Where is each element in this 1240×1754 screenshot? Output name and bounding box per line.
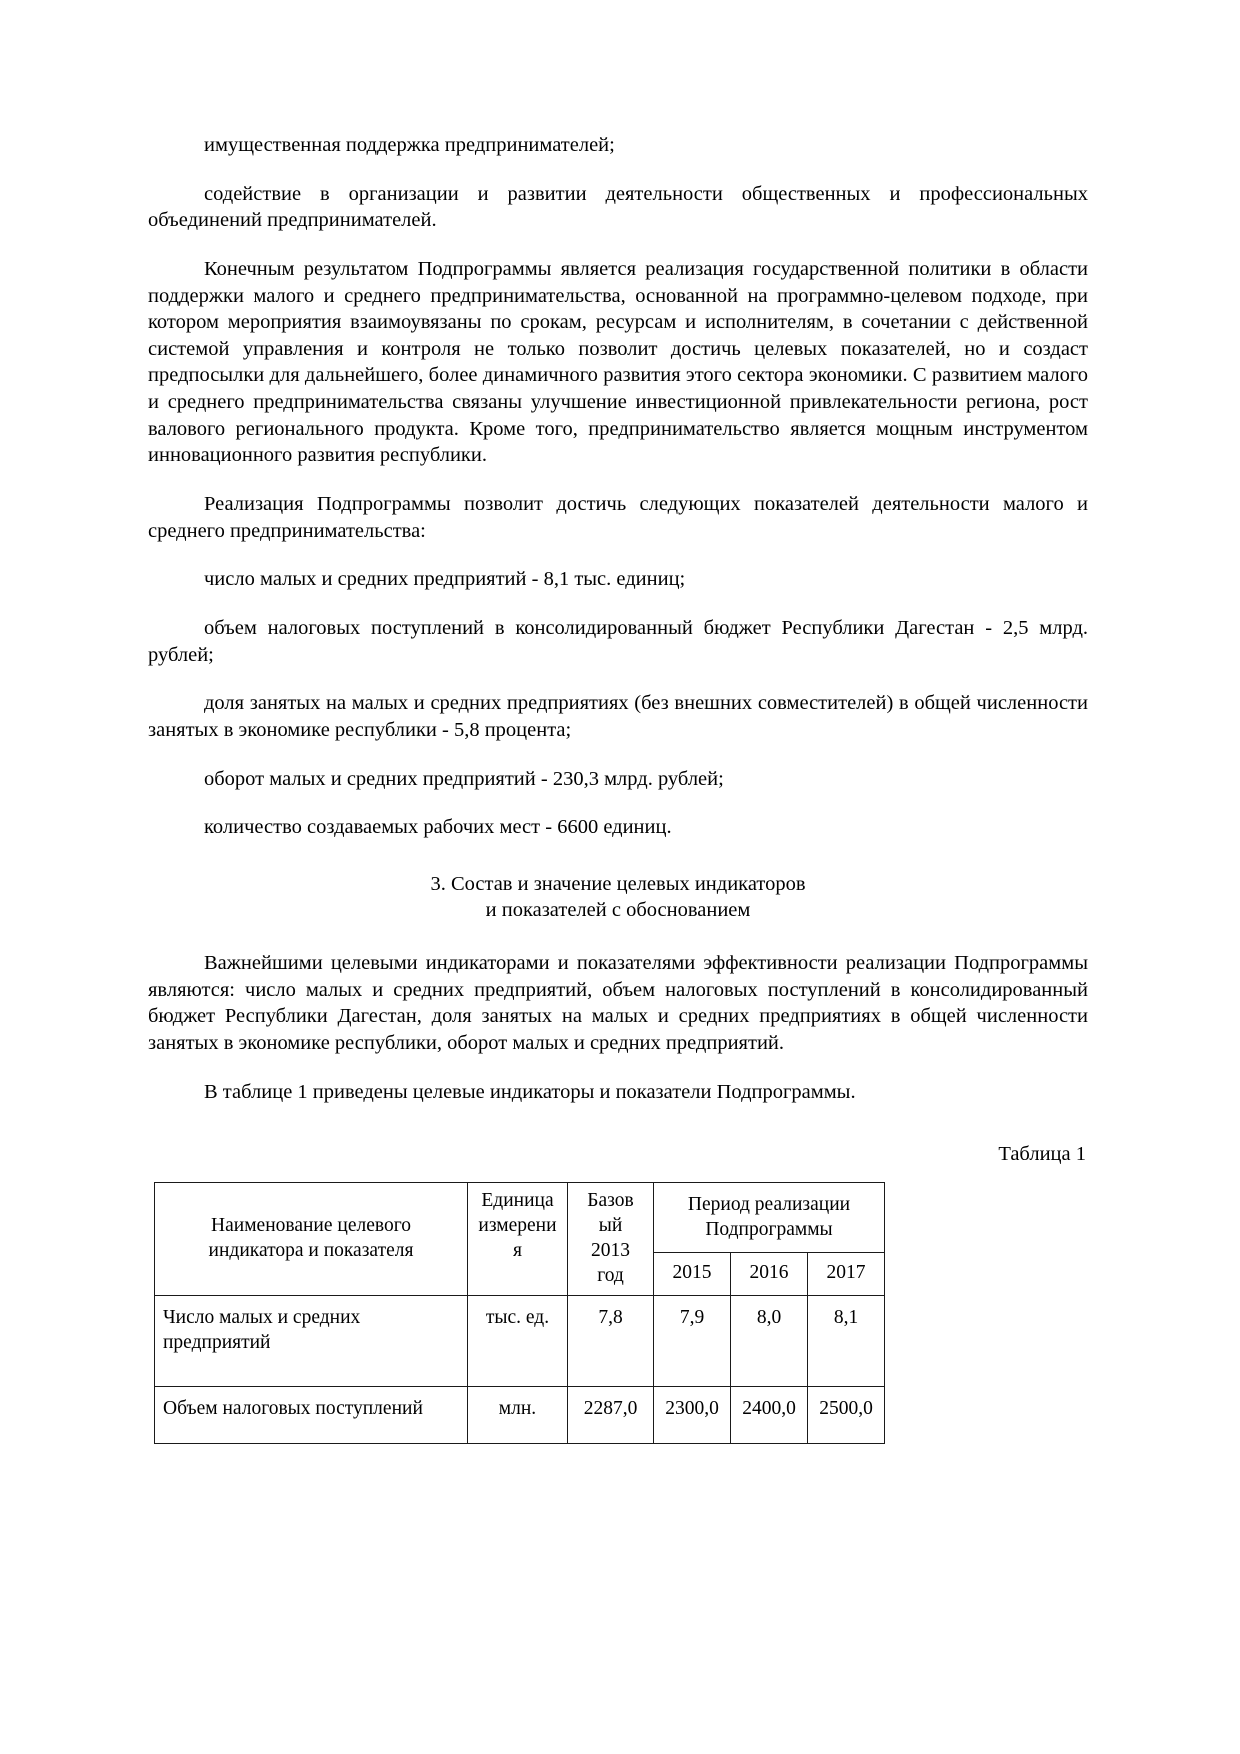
row-2016-enterprises: 8,0 — [731, 1296, 808, 1387]
header-base-line-1: Базов — [587, 1190, 634, 1212]
paragraph-final-result: Конечным результатом Подпрограммы является реализация государственной политики в области поддержки малого и среднего предпринимательства, основанной на программно-целевом подходе, при котором мероприятия взаимоувязаны по срокам, ресурсам и исполнителям, в сочетании с действенной системой управления и контроля не только позволит достичь целевых показателей, но и создаст предпосылки для дальнейшего, более динамичного развития этого сектора экономики. С развитием малого и среднего предпринимательства связаны улучшение инвестиционной привлекательности региона, рост валового регионального продукта. Кроме того, предпринимательство является мощным инструментом инновационного развития республики. — [148, 257, 1088, 467]
header-unit-line-2: измерени — [478, 1215, 557, 1237]
table-header-row-top — [155, 1183, 885, 1252]
row-unit-tax-revenue: млн. — [468, 1387, 568, 1444]
header-unit-line-1: Единица — [481, 1190, 554, 1212]
header-base-year — [568, 1183, 654, 1296]
indicator-tax-revenue: объем налоговых поступлений в консолидированный бюджет Республики Дагестан - 2,5 млрд. рублей; — [148, 616, 1088, 666]
indicator-jobs-created: количество создаваемых рабочих мест - 6600 единиц. — [204, 816, 672, 839]
row-2017-enterprises: 8,1 — [808, 1296, 885, 1387]
row-base-tax-revenue: 2287,0 — [568, 1387, 654, 1444]
paragraph-associations-assistance: содействие в организации и развитии деятельности общественных и профессиональных объединений предпринимателей. — [148, 182, 1088, 232]
table-caption: Таблица 1 — [998, 1143, 1086, 1166]
table-body — [155, 1296, 885, 1444]
header-unit — [468, 1183, 568, 1296]
header-base-line-2: ый — [598, 1215, 623, 1237]
header-year-2015: 2015 — [654, 1252, 731, 1295]
header-year-2016: 2016 — [731, 1252, 808, 1295]
paragraph-table-reference: В таблице 1 приведены целевые индикаторы и показатели Подпрограммы. — [204, 1080, 856, 1103]
paragraph-implementation-intro: Реализация Подпрограммы позволит достичь следующих показателей деятельности малого и среднего предпринимательства: — [148, 493, 1088, 542]
indicator-number-of-enterprises: число малых и средних предприятий - 8,1 тыс. единиц; — [204, 568, 686, 591]
section-heading — [148, 871, 1088, 924]
header-base-line-4: год — [597, 1265, 624, 1287]
row-base-enterprises: 7,8 — [568, 1296, 654, 1387]
table-row — [155, 1387, 885, 1444]
header-indicator-name: Наименование целевого индикатора и показателя — [155, 1183, 468, 1296]
header-period-line-1: Период реализации — [687, 1194, 851, 1216]
header-period — [654, 1183, 885, 1252]
section-heading-line-2: и показателей с обоснованием — [485, 899, 751, 922]
row-2017-tax-revenue: 2500,0 — [808, 1387, 885, 1444]
header-base-line-3: 2013 — [591, 1240, 630, 1262]
header-year-2017: 2017 — [808, 1252, 885, 1295]
row-name-tax-revenue: Объем налоговых поступлений — [155, 1387, 468, 1444]
row-2015-enterprises: 7,9 — [654, 1296, 731, 1387]
row-2016-tax-revenue: 2400,0 — [731, 1387, 808, 1444]
row-2015-tax-revenue: 2300,0 — [654, 1387, 731, 1444]
row-name-enterprises: Число малых и средних предприятий — [155, 1296, 468, 1387]
section-heading-line-1: 3. Состав и значение целевых индикаторов — [430, 872, 806, 895]
header-unit-line-3: я — [513, 1240, 522, 1262]
paragraph-key-indicators: Важнейшими целевыми индикаторами и показателями эффективности реализации Подпрограммы являются: число малых и средних предприятий, объем налоговых поступлений в консолидированный бюджет Республики Дагестан, доля занятых на малых и средних предприятиях в общей численности занятых в экономике республики, оборот малых и средних предприятий. — [148, 952, 1088, 1055]
table-row — [155, 1296, 885, 1387]
paragraph-property-support: имущественная поддержка предпринимателей; — [204, 134, 615, 156]
indicator-turnover: оборот малых и средних предприятий - 230,3 млрд. рублей; — [204, 767, 724, 790]
row-unit-enterprises: тыс. ед. — [468, 1296, 568, 1387]
document-body — [148, 132, 1088, 1444]
indicator-employment-share: доля занятых на малых и средних предприятиях (без внешних совместителей) в общей численности занятых в экономике республики - 5,8 процента; — [148, 692, 1088, 741]
table-header — [155, 1183, 885, 1296]
target-indicators-table — [154, 1182, 885, 1444]
header-period-line-2: Подпрограммы — [705, 1219, 833, 1241]
